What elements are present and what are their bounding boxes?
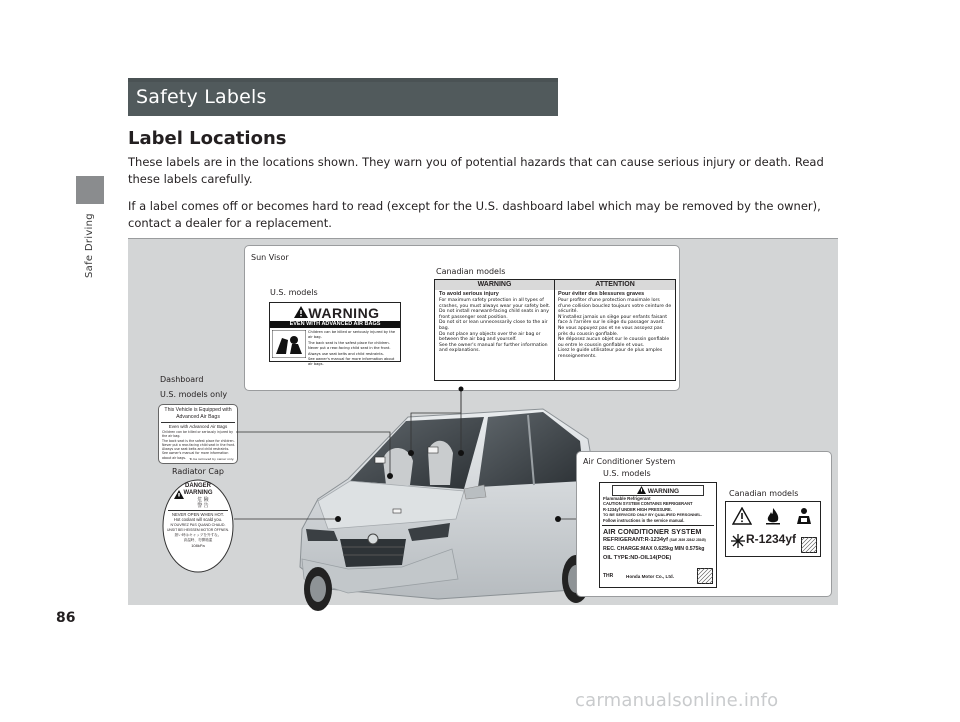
us-warning-line: Always use seat belts and child restraints. — [308, 351, 384, 356]
ca-en-item: Do not place any objects over the air bag or between the air bag and yourself. — [439, 331, 541, 343]
ac-us-line: TO BE SERVICED ONLY BY QUALIFIED PERSONNEL. — [603, 512, 703, 518]
ac-maker: Honda Motor Co., Ltd. — [626, 574, 674, 579]
ca-en-item: See the owner's manual for further information and explanations. — [439, 342, 548, 354]
dashboard-body-line: See owner's manual for more information about air bags. — [162, 451, 229, 460]
ac-refrigerant: REFRIGERANT:R-1234yf — [603, 537, 668, 543]
radiator-line: N'OUVREZ PAS QUAND CHAUD. — [170, 522, 226, 527]
sun-visor-label: Sun Visor — [251, 253, 289, 262]
ac-canadian-label — [725, 501, 821, 557]
ac-thr: THR — [603, 573, 614, 579]
intro-paragraph: These labels are in the locations shown. They warn you of potential hazards that can cause serious injury or death. Read these labels carefully. — [128, 155, 824, 186]
hatched-box-icon — [697, 568, 713, 584]
dashboard-note: To be removed by owner only. — [189, 457, 234, 461]
ac-us-line: Flammable Refrigerant — [603, 496, 651, 501]
radiator-cjk1: 危 險 — [197, 497, 209, 503]
radiator-line: 108kPa — [191, 542, 205, 548]
radiator-line: UNSIT BEI HEISSEM MOTOR ÖFFNEN. — [166, 527, 230, 532]
warning-triangle-icon — [637, 486, 646, 494]
ca-fr-item: N'installez jamais un siège pour enfants faisant face à l'arrière sur le siège du passager avant. — [558, 314, 667, 326]
section-header-bar — [128, 78, 558, 116]
radiator-line: 熱い時はキャップを外すな。 — [174, 532, 222, 537]
ca-fr-item: Ne vous appuyez pas et ne vous assoyez pas près du coussin gonflable. — [558, 325, 663, 337]
dashboard-line1: This Vehicle is Equipped with — [164, 407, 232, 413]
us-warning-subtitle: EVEN WITH ADVANCED AIR BAGS — [270, 321, 400, 328]
side-tab-label: Safe Driving — [84, 213, 95, 278]
ca-fr-item: Pour profiter d'une protection maximale lors d'une collision bouclez toujours votre ceinture de sécurité. — [558, 298, 672, 315]
us-warning-line: Children can be killed or seriously injured by the air bag. — [308, 330, 396, 340]
watermark: carmanualsonline.info — [575, 690, 779, 711]
ca-en-item: Do not install rearward-facing child seats in any front passenger seat position. — [439, 309, 549, 320]
ac-us-line: CAUTION SYSTEM CONTAINS REFRIGERANT — [603, 501, 693, 507]
ca-fr-title: Pour éviter des blessures graves — [558, 291, 645, 297]
ca-en-title: To avoid serious injury — [439, 291, 499, 297]
us-warning-line: Never put a rear-facing child seat in the front. — [308, 346, 391, 351]
dashboard-sub: Even with Advanced Air Bags — [168, 424, 228, 429]
sun-visor-us-label: U.S. models — [270, 288, 318, 297]
dashboard-label: Dashboard — [160, 375, 204, 384]
ac-us-line: R-1234yf UNDER HIGH PRESSURE. — [603, 506, 672, 512]
ca-fr-item: Ne déposez aucun objet sur le coussin gonflable ou entre le coussin gonflable et vous. — [558, 337, 670, 348]
section-heading: Label Locations — [128, 128, 287, 149]
page-number: 86 — [56, 610, 76, 626]
air-conditioner-card — [576, 451, 832, 597]
ac-oil: OIL TYPE:ND-OIL14(POE) — [603, 555, 672, 561]
radiator-line: NEVER OPEN WHEN HOT. — [171, 512, 225, 517]
us-warning-line: The back seat is the safest place for children. — [308, 340, 390, 345]
ac-canadian-refrigerant: R-1234yf — [746, 532, 797, 546]
label-locations-figure — [128, 238, 838, 605]
dashboard-body-line: Never put a rear-facing child seat in the front. — [162, 442, 236, 447]
ac-charge: REC. CHARGE:MAX 0.625kg MIN 0.575kg — [603, 546, 705, 552]
ac-canadian-models-label: Canadian models — [729, 489, 799, 498]
ca-attention-title: ATTENTION — [555, 280, 675, 290]
dashboard-body-line: The back seat is the safest place for children. — [162, 438, 235, 443]
side-tab-marker — [76, 176, 104, 204]
ca-warning-title: WARNING — [435, 280, 554, 290]
sun-visor-canadian-label: Canadian models — [436, 267, 506, 276]
ac-warning-title: WARNING — [647, 488, 680, 495]
radiator-warning: WARNING — [183, 490, 213, 496]
ac-system-label: Air Conditioner System — [583, 457, 676, 466]
ac-system-title: AIR CONDITIONER SYSTEM — [603, 527, 702, 536]
service-technician-icon — [794, 507, 814, 525]
header-band — [128, 78, 558, 82]
dashboard-body-line: Children can be killed or seriously injured by the air bag. — [162, 430, 233, 439]
ac-us-label — [599, 482, 717, 588]
dashboard-body-line: Always use seat belts and child restraints. — [162, 447, 230, 452]
ca-en-item: Do not sit or lean unnecessarily close to the air bag. — [439, 320, 548, 331]
ac-us-models-label: U.S. models — [603, 469, 651, 478]
radiator-line: Hot coolant will scald you. — [173, 517, 223, 523]
radiator-danger: DANGER — [184, 483, 211, 489]
us-warning-title: WARNING — [308, 305, 380, 321]
flame-icon — [765, 507, 781, 525]
hatched-box-icon — [801, 537, 817, 553]
us-warning-line: See owner's manual for more information about air bags. — [308, 357, 395, 367]
snowflake-icon — [731, 534, 745, 548]
ca-fr-item: Lisez le guide utilisateur pour de plus amples renseignements. — [558, 348, 663, 359]
dashboard-us-only-label: U.S. models only — [160, 390, 228, 399]
dashboard-line2: Advanced Air Bags — [176, 413, 220, 420]
ac-refrigerant-std: (SAE J639 J2842 J2845) — [669, 538, 706, 542]
radiator-line: 高温時、勿開箱蓋 — [183, 537, 213, 542]
warning-triangle-icon — [732, 507, 752, 525]
replacement-paragraph: If a label comes off or becomes hard to read (except for the U.S. dashboard label which may be removed by the owner), contact a dealer for a replacement. — [128, 199, 821, 230]
page-title: Safety Labels — [136, 86, 267, 108]
ca-en-item: For maximum safety protection in all types of crashes, you must always wear your safety belt. — [439, 298, 551, 309]
ac-us-line: Follow instructions in the service manual. — [603, 517, 685, 523]
radiator-cjk2: 警 告 — [197, 503, 209, 509]
radiator-cap-label: Radiator Cap — [172, 467, 224, 476]
